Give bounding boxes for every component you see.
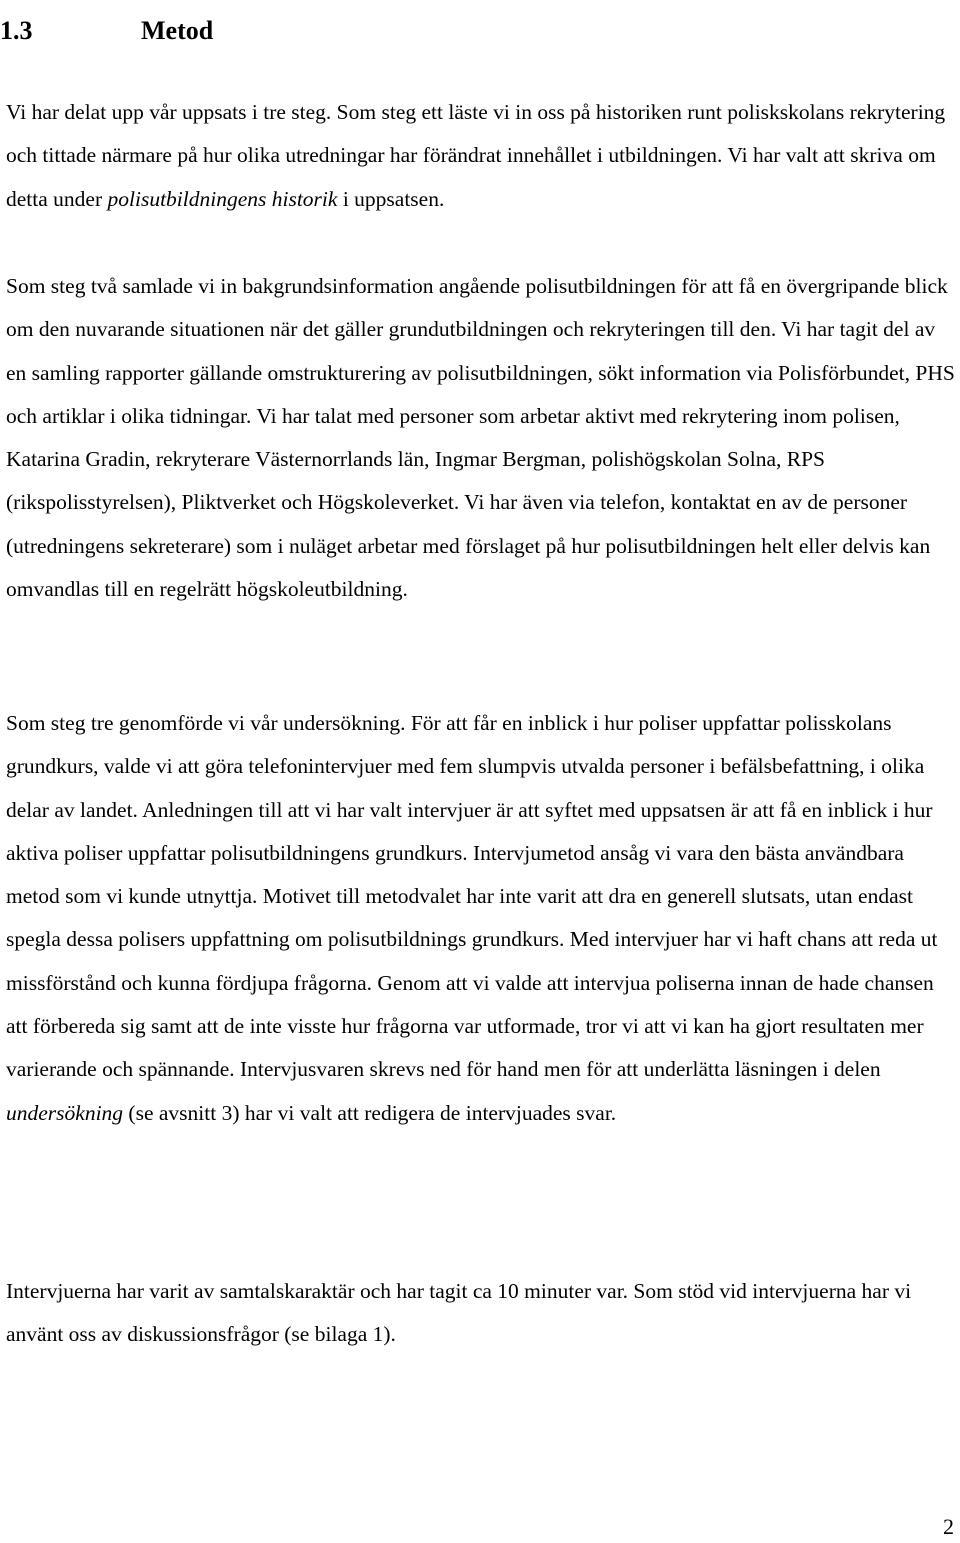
paragraph-steg-tva: Som steg två samlade vi in bakgrundsinformation angående polisutbildningen för att få en övergripande blick om den nuvarande situationen när det gäller grundutbildningen och rekryteringen till den. Vi har tagit del av en samling rapporter gällande omstrukturering av polisutbildningen, sökt information via Polisförbundet, PHS och artiklar i olika tidningar. Vi har talat med personer som arbetar aktivt med rekrytering inom polisen, Katarina Gradin, rekryterare Västernorrlands län, Ingmar Bergman, polishögskolan Solna, RPS (rikspolisstyrelsen), Pliktverket och Högskoleverket. Vi har även via telefon, kontaktat en av de personer (utredningens sekreterare) som i nuläget arbetar med förslaget på hur polisutbildningen helt eller delvis kan omvandlas till en regelrätt högskoleutbildning. <box>6 274 955 602</box>
paragraph-text: (se avsnitt 3) har vi valt att redigera de intervjuades svar. <box>123 1100 617 1125</box>
paragraph-intervjuer: Intervjuerna har varit av samtalskaraktär och har tagit ca 10 minuter var. Som stöd vid intervjuerna har vi använt oss av diskussionsfrågor (se bilaga 1). <box>6 1279 912 1347</box>
paragraph-text: i uppsatsen. <box>337 186 445 211</box>
paragraph-steg-tre <box>6 702 958 1135</box>
section-heading <box>0 11 213 51</box>
section-title: Metod <box>141 16 214 46</box>
emphasis-text: polisutbildningens historik <box>107 186 338 211</box>
paragraph-steg-ett <box>6 91 958 221</box>
paragraph-text: Vi har delat upp vår uppsats i tre steg. Som steg ett läste vi in oss på historiken runt poliskskolans rekrytering och tittade närmare på hur olika utredningar har förändrat innehållet i utbildningen. Vi har valt att skriva om detta under <box>6 100 946 211</box>
emphasis-text: undersökning <box>6 1100 124 1125</box>
page-number: 2 <box>943 1514 954 1539</box>
paragraph-text: Som steg tre genomförde vi vår undersökning. För att får en inblick i hur poliser uppfattar polisskolans grundkurs, valde vi att göra telefonintervjuer med fem slumpvis utvalda personer i befälsbefattning, i olika delar av landet. Anledningen till att vi har valt intervjuer är att syftet med uppsatsen är att få en inblick i hur aktiva poliser uppfattar polisutbildningens grundkurs. Intervjumetod ansåg vi vara den bästa användbara metod som vi kunde utnyttja. Motivet till metodvalet har inte varit att dra en generell slutsats, utan endast spegla dessa polisers uppfattning om polisutbildnings grundkurs. Med intervjuer har vi haft chans att reda ut missförstånd och kunna fördjupa frågorna. Genom att vi valde att intervjua poliserna innan de hade chansen att förbereda sig samt att de inte visste hur frågorna var utformade, tror vi att vi kan ha gjort resultaten mer varierande och spännande. Intervjusvaren skrevs ned för hand men för att underlätta läsningen i delen <box>6 711 938 1082</box>
section-number: 1.3 <box>0 16 33 46</box>
